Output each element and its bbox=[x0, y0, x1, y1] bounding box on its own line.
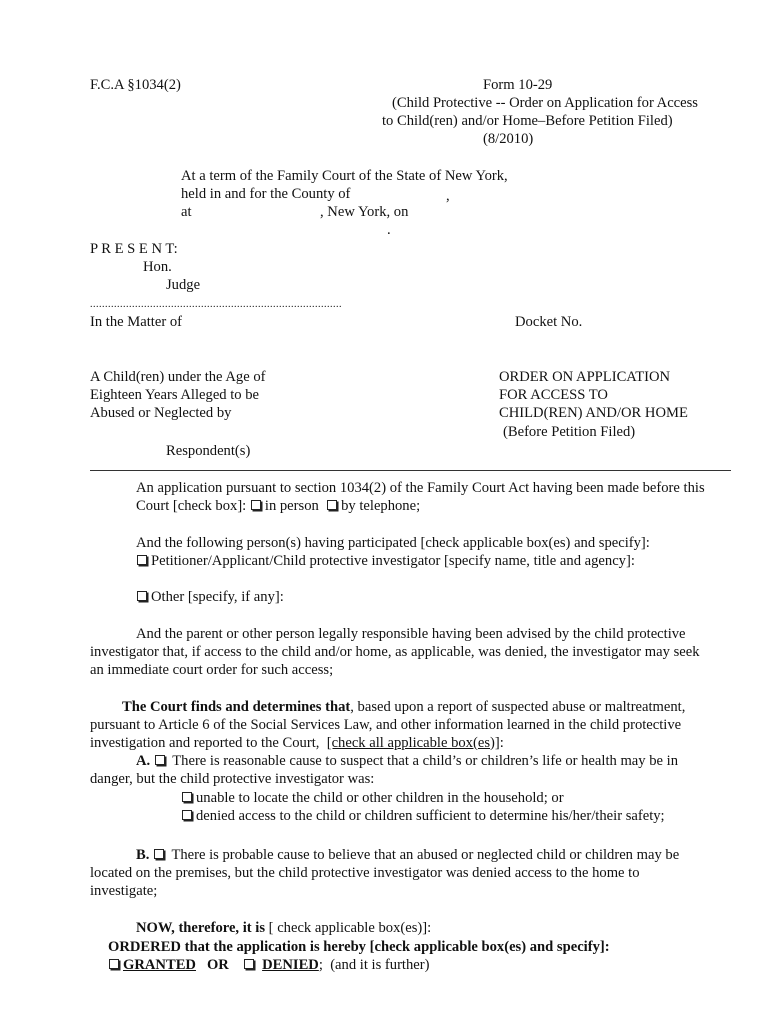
finding-a-checkbox[interactable] bbox=[155, 755, 165, 765]
finding-a-text: There is reasonable cause to suspect that a child’s or children’s life or health may be in bbox=[172, 753, 678, 769]
other-checkbox[interactable] bbox=[137, 591, 147, 601]
docket-label: Docket No. bbox=[515, 314, 583, 330]
finding-b-checkbox[interactable] bbox=[154, 849, 164, 859]
by-telephone-label: by telephone; bbox=[341, 498, 421, 514]
finding-a-option-2 bbox=[181, 807, 665, 825]
granted-denied-line bbox=[108, 956, 429, 974]
denied-access-label: denied access to the child or children sufficient to determine his/her/their safety; bbox=[196, 808, 665, 824]
parent-line-2: investigator that, if access to the child and/or home, as applicable, was denied, the investigator may seek bbox=[90, 644, 700, 660]
unable-to-locate-checkbox[interactable] bbox=[182, 792, 192, 802]
application-line-1: An application pursuant to section 1034(2) of the Family Court Act having been made before this bbox=[136, 480, 705, 496]
finding-a-line-1 bbox=[136, 752, 678, 770]
judge-label: Judge bbox=[166, 277, 201, 293]
term-comma: , bbox=[446, 188, 450, 204]
caption-child-1: A Child(ren) under the Age of bbox=[90, 369, 266, 385]
in-person-label: in person bbox=[264, 498, 319, 514]
finding-b-text: There is probable cause to believe that an abused or neglected child or children may be bbox=[171, 847, 680, 863]
respondent-label: Respondent(s) bbox=[166, 443, 251, 459]
form-title-line-2: to Child(ren) and/or Home–Before Petition Filed) bbox=[382, 113, 673, 129]
by-telephone-checkbox[interactable] bbox=[327, 500, 337, 510]
petitioner-line bbox=[136, 552, 635, 570]
order-title-3: CHILD(REN) AND/OR HOME bbox=[499, 405, 688, 421]
findings-text: , based upon a report of suspected abuse or maltreatment, bbox=[350, 699, 686, 715]
other-line bbox=[136, 588, 284, 606]
findings-text-3: investigation and reported to the Court, bbox=[90, 735, 327, 751]
findings-line-2: pursuant to Article 6 of the Social Services Law, and other information learned in the child protective bbox=[90, 717, 682, 733]
further-text: ; (and it is further) bbox=[318, 957, 430, 973]
caption-child-3: Abused or Neglected by bbox=[90, 405, 232, 421]
check-all-instruction: [check all applicable box(es)] bbox=[326, 735, 500, 751]
finding-b-label: B. bbox=[136, 847, 150, 863]
finding-b-line-3: investigate; bbox=[90, 883, 158, 899]
unable-to-locate-label: unable to locate the child or other children in the household; or bbox=[196, 790, 564, 806]
term-line-2: held in and for the County of bbox=[181, 186, 351, 202]
form-title-line-1: (Child Protective -- Order on Application for Access bbox=[392, 95, 698, 111]
petitioner-checkbox[interactable] bbox=[137, 555, 147, 565]
application-line-2 bbox=[136, 497, 420, 515]
order-title-1: ORDER ON APPLICATION bbox=[499, 369, 671, 385]
term-new-york-on: , New York, on bbox=[320, 204, 409, 220]
finding-a-option-1 bbox=[181, 789, 564, 807]
or-label: OR bbox=[206, 957, 229, 973]
present-label: P R E S E N T: bbox=[90, 241, 178, 257]
findings-heading: The Court finds and determines that bbox=[122, 699, 351, 715]
participants-line: And the following person(s) having participated [check applicable box(es) and specify]: bbox=[136, 535, 650, 551]
finding-a-line-2: danger, but the child protective investigator was: bbox=[90, 771, 375, 787]
application-court-label: Court [check box]: bbox=[136, 498, 247, 514]
ordered-line: ORDERED that the application is hereby [check applicable box(es) and specify]: bbox=[108, 939, 610, 955]
denied-checkbox[interactable] bbox=[244, 959, 254, 969]
petitioner-label: Petitioner/Applicant/Child protective investigator [specify name, title and agency]: bbox=[151, 553, 635, 569]
other-label: Other [specify, if any]: bbox=[151, 589, 284, 605]
findings-colon: : bbox=[499, 735, 504, 751]
finding-b-line-1 bbox=[136, 846, 679, 864]
form-number: Form 10-29 bbox=[483, 77, 553, 93]
finding-a-label: A. bbox=[136, 753, 151, 769]
parent-line-1: And the parent or other person legally responsible having been advised by the child protective bbox=[136, 626, 686, 642]
in-person-checkbox[interactable] bbox=[251, 500, 261, 510]
findings-line-1 bbox=[122, 698, 685, 716]
now-therefore-heading: NOW, therefore, it is bbox=[136, 920, 266, 936]
dotted-separator: .................................................................................... bbox=[90, 299, 342, 310]
granted-checkbox[interactable] bbox=[109, 959, 119, 969]
statute-reference: F.C.A §1034(2) bbox=[90, 77, 181, 93]
hon-label: Hon. bbox=[143, 259, 172, 275]
term-at: at bbox=[181, 204, 192, 220]
now-therefore-text: [ check applicable box(es)]: bbox=[265, 920, 432, 936]
order-title-2: FOR ACCESS TO bbox=[499, 387, 608, 403]
denied-label: DENIED bbox=[262, 957, 319, 973]
horizontal-rule bbox=[90, 470, 731, 471]
granted-label: GRANTED bbox=[123, 957, 196, 973]
matter-label: In the Matter of bbox=[90, 314, 182, 330]
findings-line-3 bbox=[90, 734, 504, 752]
now-therefore-line bbox=[136, 919, 431, 937]
order-title-4: (Before Petition Filed) bbox=[503, 424, 636, 440]
denied-access-checkbox[interactable] bbox=[182, 810, 192, 820]
term-line-1: At a term of the Family Court of the State of New York, bbox=[181, 168, 508, 184]
caption-child-2: Eighteen Years Alleged to be bbox=[90, 387, 260, 403]
parent-line-3: an immediate court order for such access; bbox=[90, 662, 334, 678]
term-period: . bbox=[387, 222, 391, 238]
form-date: (8/2010) bbox=[483, 131, 534, 147]
finding-b-line-2: located on the premises, but the child protective investigator was denied access to the home to bbox=[90, 865, 640, 881]
